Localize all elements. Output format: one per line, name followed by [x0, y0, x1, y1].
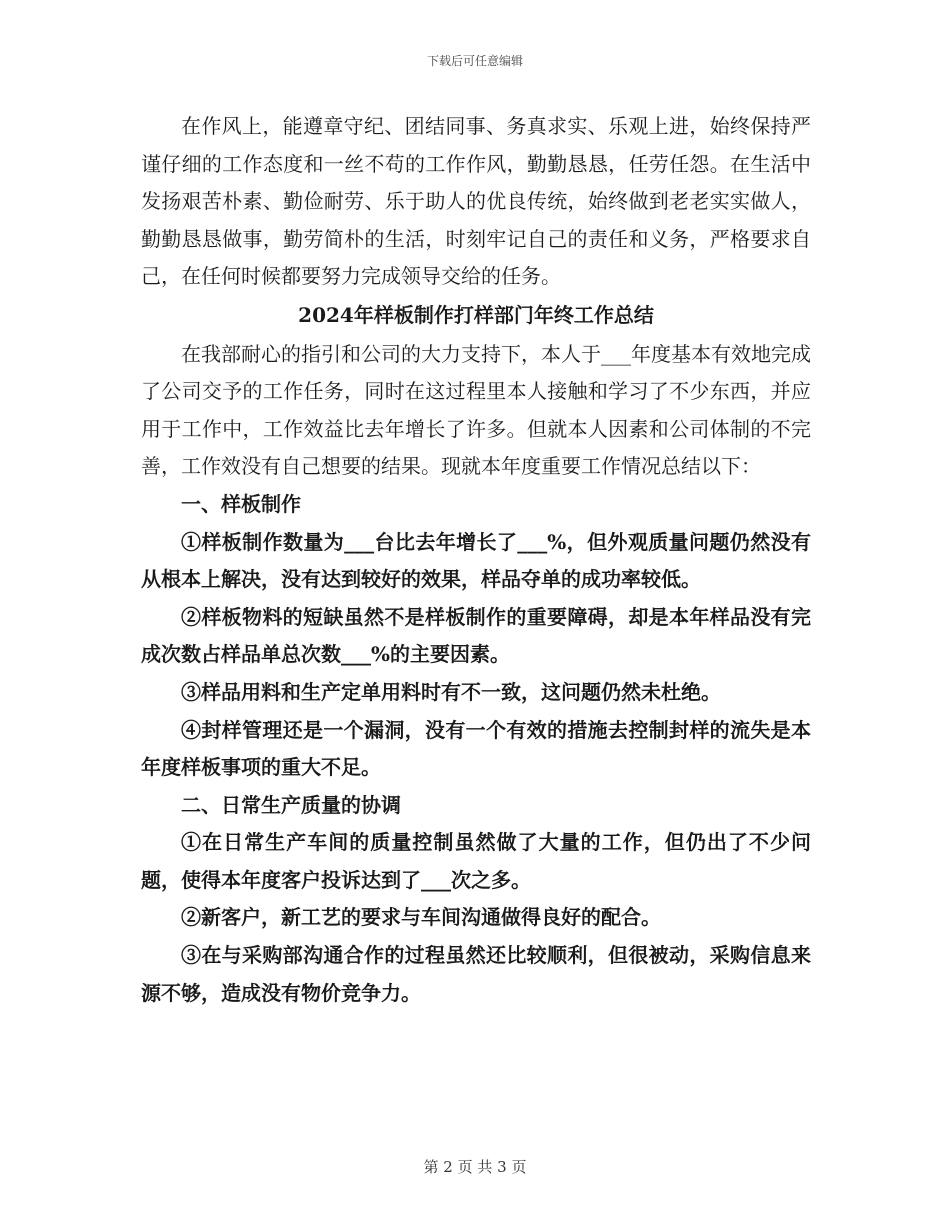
section-title: 2024年样板制作打样部门年终工作总结: [298, 302, 654, 327]
item-quality-2: ②新客户，新工艺的要求与车间沟通做得良好的配合。: [181, 905, 661, 930]
paragraph-intro: 在我部耐心的指引和公司的大力支持下，本人于___年度基本有效地完成了公司交予的工作任务，同时在这过程里本人接触和学习了不少东西，并应用于工作中，工作效益比去年增长了许多。但就本人因素和公司体制的不完善，工作效没有自己想要的结果。现就本年度重要工作情况总结以下：: [141, 341, 811, 479]
item-sample-3: ③样品用料和生产定单用料时有不一致，这问题仍然未杜绝。: [181, 679, 721, 704]
item-sample-4: ④封样管理还是一个漏洞，没有一个有效的措施去控制封样的流失是本年度样板事项的重大不足。: [141, 717, 811, 780]
page-footer: 第 2 页 共 3 页: [423, 1158, 527, 1176]
page-header: 下载后可任意编辑: [426, 54, 523, 68]
item-quality-1: ①在日常生产车间的质量控制虽然做了大量的工作，但仍出了不少问题，使得本年度客户投诉达到了___次之多。: [141, 830, 811, 892]
heading-sample-making: 一、样板制作: [181, 491, 301, 516]
paragraph-work-style: 在作风上，能遵章守纪、团结同事、务真求实、乐观上进，始终保持严谨仔细的工作态度和一丝不苟的工作作风，勤勤恳恳，任劳任怨。在生活中发扬艰苦朴素、勤俭耐劳、乐于助人的优良传统，始终做到老老实实做人，勤勤恳恳做事，勤劳简朴的生活，时刻牢记自己的责任和义务，严格要求自己，在任何时候都要努力完成领导交给的任务。: [141, 114, 811, 289]
heading-production-quality: 二、日常生产质量的协调: [181, 792, 401, 817]
document-body: [141, 108, 811, 1012]
item-quality-3: ③在与采购部沟通合作的过程虽然还比较顺利，但很被动，采购信息来源不够，造成没有物价竞争力。: [141, 943, 811, 1005]
item-sample-1: ①样板制作数量为___台比去年增长了___%，但外观质量问题仍然没有从根本上解决，没有达到较好的效果，样品夺单的成功率较低。: [141, 529, 811, 592]
item-sample-2: ②样板物料的短缺虽然不是样板制作的重要障碍，却是本年样品没有完成次数占样品单总次数___%的主要因素。: [141, 604, 811, 667]
